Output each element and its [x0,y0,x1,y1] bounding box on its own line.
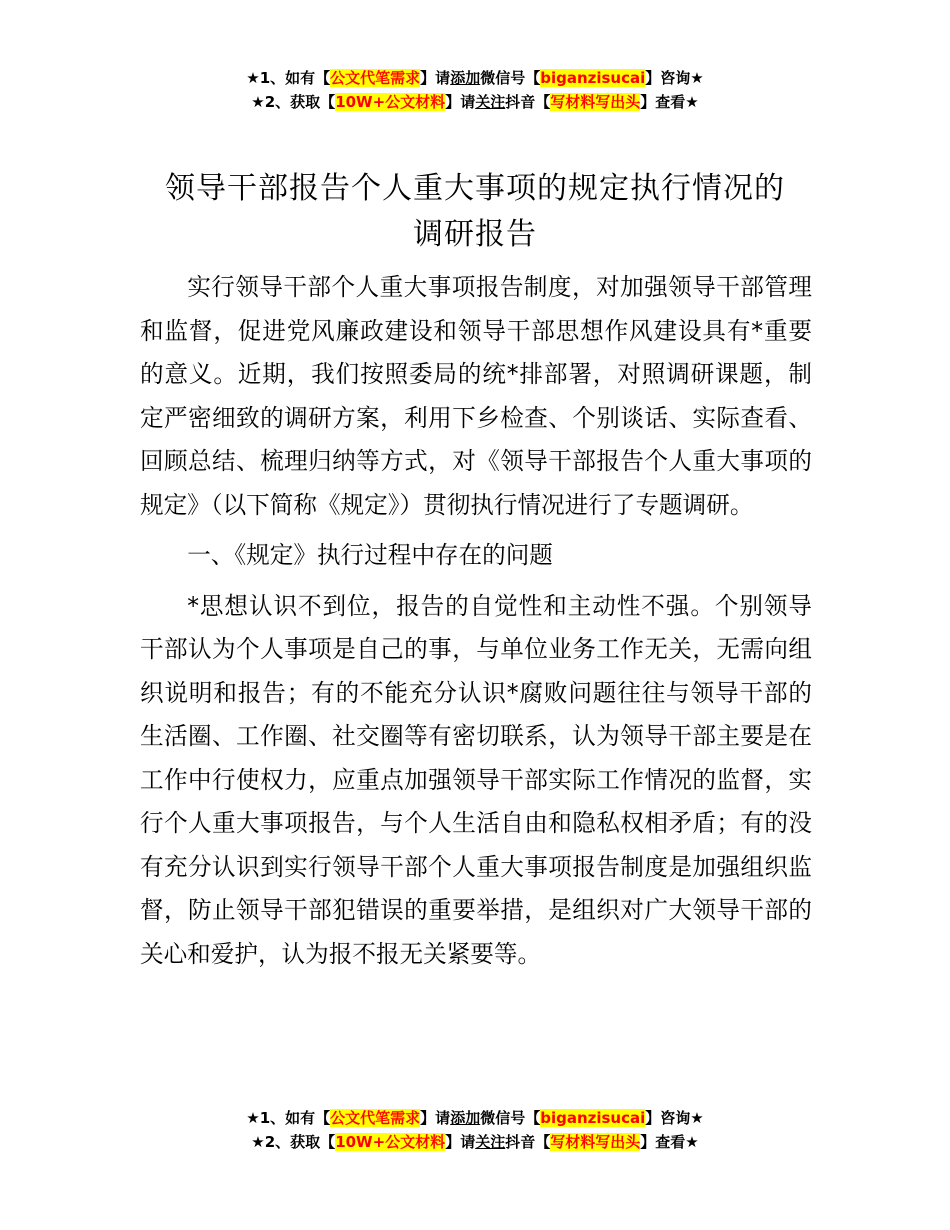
promo-highlight-wechat-id: biganzisucai [540,1109,646,1127]
promo-text: 】请 [420,69,451,87]
promo-underlined: 关注 [475,1133,506,1151]
promo-text: ★1、如有【 [246,69,331,87]
promo-text: 微信号【 [480,69,541,87]
promo-highlight-douyin-account: 写材料写出头 [550,1133,641,1151]
document-title [140,166,810,258]
promo-text: 】咨询★ [645,1109,704,1127]
promo-highlight-wechat-id: biganzisucai [540,69,646,87]
footer-promo-banner [0,1106,950,1154]
promo-line-2 [0,90,950,114]
paragraph-problem-1: *思想认识不到位，报告的自觉性和主动性不强。个别领导干部认为个人事项是自己的事，与单位业务工作无关，无需向组织说明和报告；有的不能充分认识*腐败问题往往与领导干部的生活圈、工作圈、社交圈等有密切联系，认为领导干部主要是在工作中行使权力，应重点加强领导干部实际工作情况的监督，实行个人重大事项报告，与个人生活自由和隐私权相矛盾；有的没有充分认识到实行领导干部个人重大事项报告制度是加强组织监督，防止领导干部犯错误的重要举措，是组织对广大领导干部的关心和爱护，认为报不报无关紧要等。 [140,591,812,968]
promo-highlight-materials: 10W+公文材料 [335,93,446,111]
promo-underlined: 添加 [450,1109,481,1127]
document-body [140,266,812,976]
promo-text: 】请 [445,93,476,111]
section-heading: 一、《规定》执行过程中存在的问题 [187,541,553,569]
promo-highlight-douyin-account: 写材料写出头 [550,93,641,111]
promo-line-1 [0,1106,950,1130]
promo-text: 】请 [445,1133,476,1151]
promo-highlight-service: 公文代笔需求 [330,69,421,87]
promo-line-1 [0,66,950,90]
promo-text: 】查看★ [640,1133,699,1151]
promo-text: 】查看★ [640,93,699,111]
promo-text: 微信号【 [480,1109,541,1127]
promo-line-2 [0,1130,950,1154]
promo-text: ★1、如有【 [246,1109,331,1127]
promo-text: 抖音【 [505,93,551,111]
header-promo-banner [0,66,950,114]
title-line-2: 调研报告 [413,217,537,252]
promo-underlined: 关注 [475,93,506,111]
promo-highlight-materials: 10W+公文材料 [335,1133,446,1151]
promo-text: 抖音【 [505,1133,551,1151]
paragraph-intro: 实行领导干部个人重大事项报告制度，对加强领导干部管理和监督，促进党风廉政建设和领导干部思想作风建设具有*重要的意义。近期，我们按照委局的统*排部署，对照调研课题，制定严密细致的调研方案，利用下乡检查、个别谈话、实际查看、回顾总结、梳理归纳等方式，对《领导干部报告个人重大事项的规定》（以下简称《规定》）贯彻执行情况进行了专题调研。 [140,273,812,519]
promo-highlight-service: 公文代笔需求 [330,1109,421,1127]
promo-text: ★2、获取【 [251,1133,336,1151]
title-line-1: 领导干部报告个人重大事项的规定执行情况的 [165,171,785,206]
promo-underlined: 添加 [450,69,481,87]
promo-text: 】咨询★ [645,69,704,87]
promo-text: ★2、获取【 [251,93,336,111]
promo-text: 】请 [420,1109,451,1127]
